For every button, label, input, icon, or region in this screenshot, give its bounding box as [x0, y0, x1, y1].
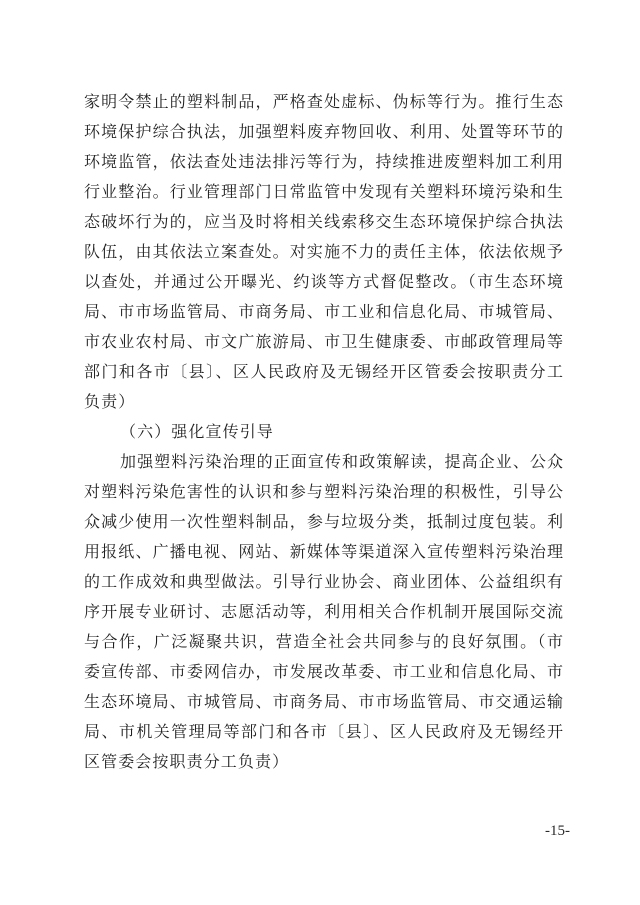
- text-line: 以查处，并通过公开曝光、约谈等方式督促整改。（市生态环境: [84, 274, 563, 291]
- text-line: 局、市机关管理局等部门和各市〔县〕、区人民政府及无锡经开: [84, 724, 563, 741]
- text-line: 用报纸、广播电视、网站、新媒体等渠道深入宣传塑料污染治理: [84, 544, 563, 561]
- text-line: 加强塑料污染治理的正面宣传和政策解读，提高企业、公众: [120, 454, 563, 471]
- text-line: 与合作，广泛凝聚共识，营造全社会共同参与的良好氛围。（市: [84, 634, 563, 651]
- text-line: 市农业农村局、市文广旅游局、市卫生健康委、市邮政管理局等: [84, 334, 563, 351]
- text-line: 对塑料污染危害性的认识和参与塑料污染治理的积极性，引导公: [84, 484, 563, 501]
- text-line: 的工作成效和典型做法。引导行业协会、商业团体、公益组织有: [84, 574, 563, 591]
- text-line: 态破坏行为的，应当及时将相关线索移交生态环境保护综合执法: [84, 214, 563, 231]
- text-line: 行业整治。行业管理部门日常监管中发现有关塑料环境污染和生: [84, 184, 563, 201]
- text-line: 众减少使用一次性塑料制品，参与垃圾分类，抵制过度包装。利: [84, 514, 563, 531]
- text-line: 局、市市场监管局、市商务局、市工业和信息化局、市城管局、: [84, 304, 563, 321]
- text-line: 区管委会按职责分工负责）: [84, 754, 290, 771]
- text-line: 生态环境局、市城管局、市商务局、市市场监管局、市交通运输: [84, 694, 563, 711]
- document-body: [84, 88, 563, 778]
- text-line: 序开展专业研讨、志愿活动等，利用相关合作机制开展国际交流: [84, 604, 563, 621]
- text-line: 部门和各市〔县〕、区人民政府及无锡经开区管委会按职责分工: [84, 364, 563, 381]
- text-line: 队伍，由其依法立案查处。对实施不力的责任主体，依法依规予: [84, 244, 563, 261]
- text-line: 环境监管，依法查处违法排污等行为，持续推进废塑料加工利用: [84, 154, 563, 171]
- text-line: 环境保护综合执法，加强塑料废弃物回收、利用、处置等环节的: [84, 124, 563, 141]
- text-line: 家明令禁止的塑料制品，严格查处虚标、伪标等行为。推行生态: [84, 94, 563, 111]
- text-line: （六）强化宣传引导: [120, 424, 274, 441]
- page-number: -15-: [545, 823, 570, 839]
- text-line: 委宣传部、市委网信办，市发展改革委、市工业和信息化局、市: [84, 664, 563, 681]
- text-line: 负责）: [84, 394, 136, 411]
